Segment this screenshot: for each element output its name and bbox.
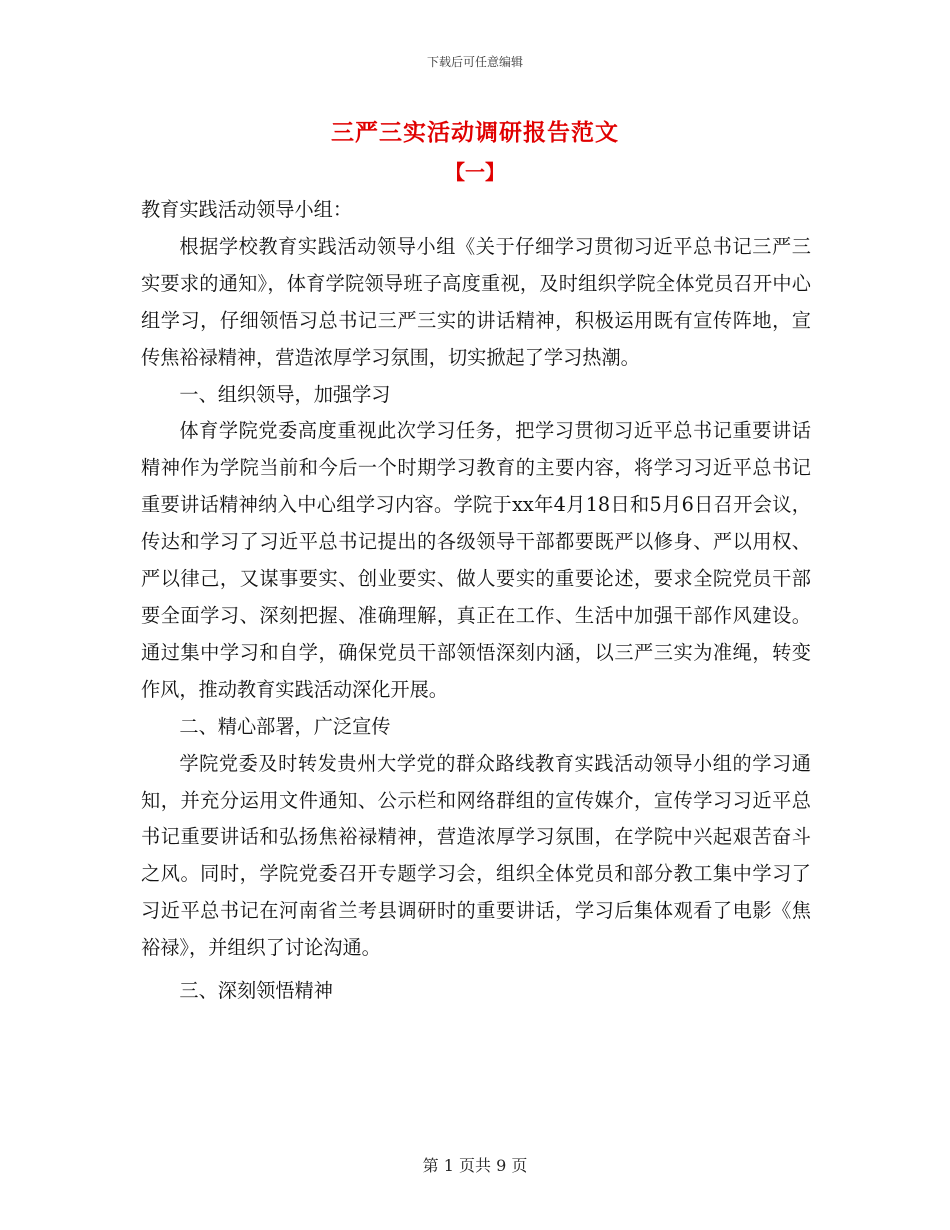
paragraph-intro: 根据学校教育实践活动领导小组《关于仔细学习贯彻习近平总书记三严三实要求的通知》，体育学院领导班子高度重视，及时组织学院全体党员召开中心组学习，仔细领悟习总书记三严三实的讲话精神，积极运用既有宣传阵地，宣传焦裕禄精神，营造浓厚学习氛围，切实掀起了学习热潮。	[141, 234, 811, 369]
page-footer: 第 1 页共 9 页	[422, 1156, 528, 1175]
document-body	[141, 192, 811, 1010]
heading-section-1: 一、组织领导，加强学习	[179, 382, 391, 406]
header-note: 下载后可任意编辑	[426, 55, 523, 69]
paragraph-section-1: 体育学院党委高度重视此次学习任务，把学习贯彻习近平总书记重要讲话精神作为学院当前和今后一个时期学习教育的主要内容，将学习习近平总书记重要讲话精神纳入中心组学习内容。学院于xx年4月18日和5月6日召开会议，传达和学习了习近平总书记提出的各级领导干部都要既严以修身、严以用权、严以律己，又谋事要实、创业要实、做人要实的重要论述，要求全院党员干部要全面学习、深刻把握、准确理解，真正在工作、生活中加强干部作风建设。通过集中学习和自学，确保党员干部领悟深刻内涵，以三严三实为准绳，转变作风，推动教育实践活动深化开展。	[141, 419, 811, 701]
paragraph-section-2: 学院党委及时转发贵州大学党的群众路线教育实践活动领导小组的学习通知，并充分运用文件通知、公示栏和网络群组的宣传媒介，宣传学习习近平总书记重要讲话和弘扬焦裕禄精神，营造浓厚学习氛围，在学院中兴起艰苦奋斗之风。同时，学院党委召开专题学习会，组织全体党员和部分教工集中学习了习近平总书记在河南省兰考县调研时的重要讲话，学习后集体观看了电影《焦裕禄》，并组织了讨论沟通。	[141, 751, 811, 960]
section-mark: 【一】	[445, 160, 505, 184]
salutation: 教育实践活动领导小组：	[141, 198, 353, 221]
document-title: 三严三实活动调研报告范文	[331, 119, 619, 146]
heading-section-2: 二、精心部署，广泛宣传	[179, 714, 391, 738]
heading-section-3: 三、深刻领悟精神	[179, 979, 333, 1003]
